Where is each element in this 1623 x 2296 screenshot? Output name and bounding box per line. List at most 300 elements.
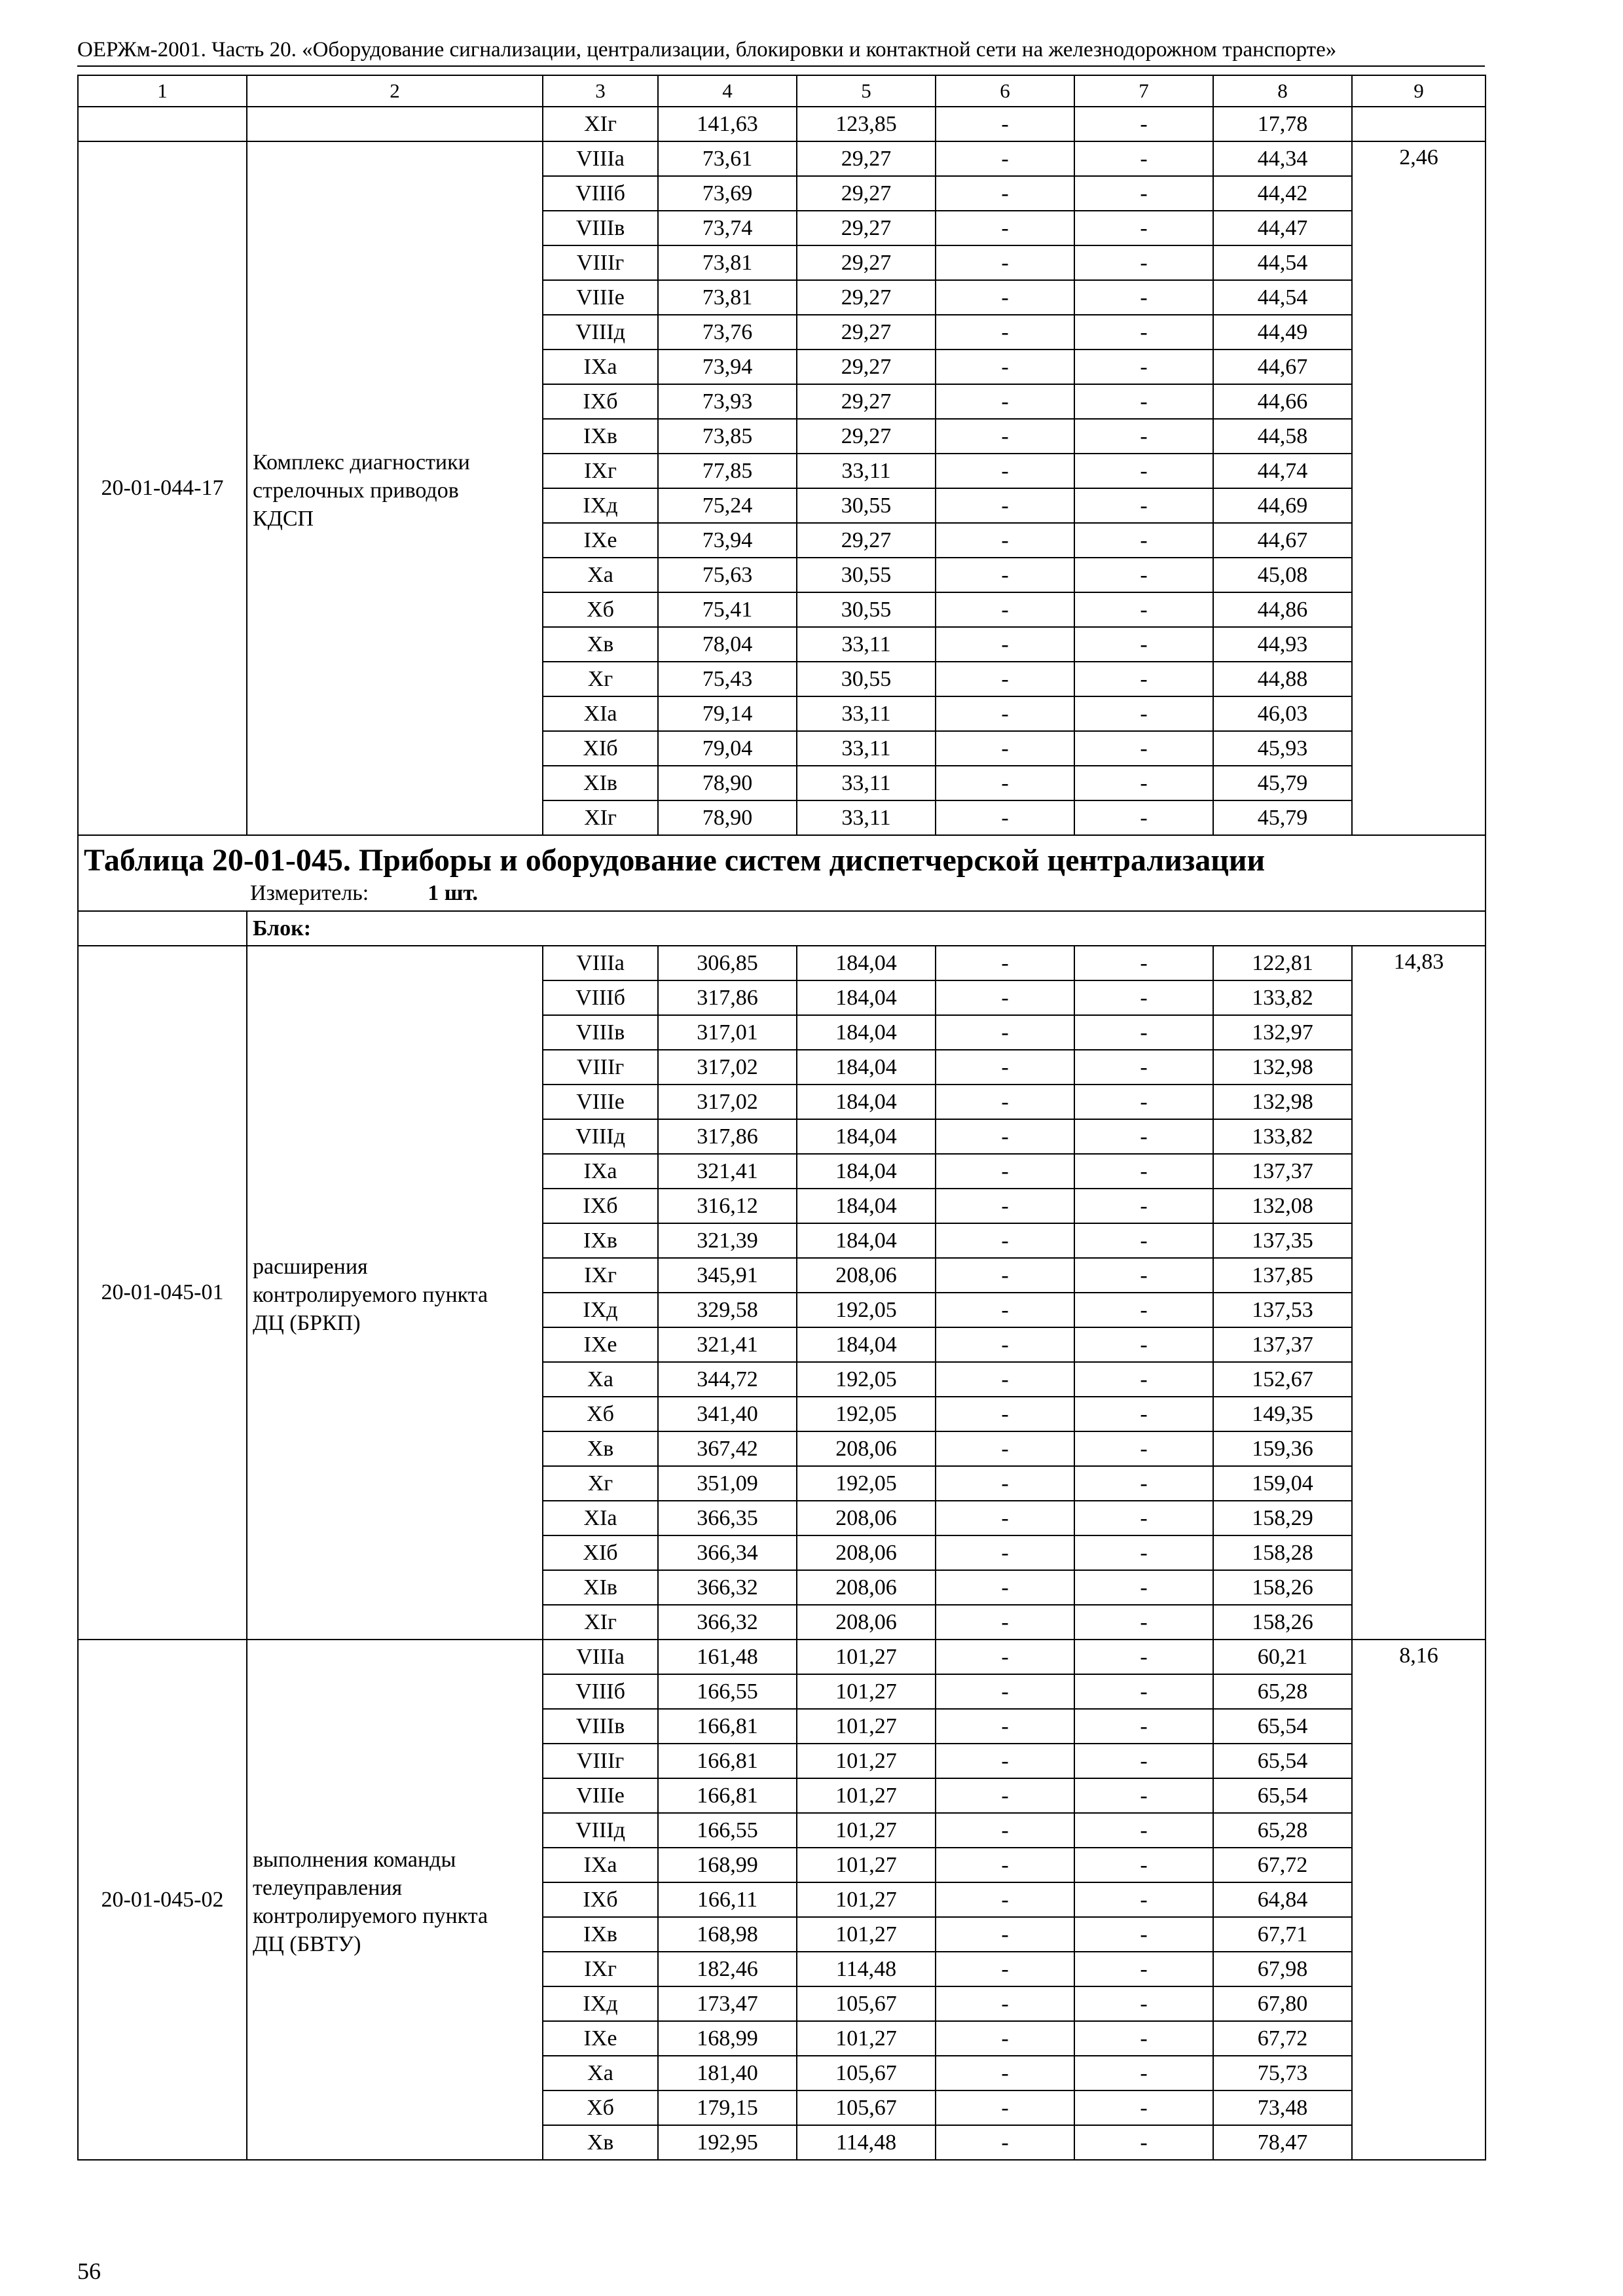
value-cell: -: [936, 1778, 1074, 1813]
value-cell: -: [936, 384, 1074, 419]
value-cell: -: [1074, 627, 1213, 662]
value-cell: -: [1074, 280, 1213, 315]
item-name-line: стрелочных приводов: [253, 478, 459, 503]
value-cell: 33,11: [797, 800, 936, 835]
value-cell: 192,05: [797, 1397, 936, 1431]
value-cell: 101,27: [797, 1882, 936, 1917]
column-number: 8: [1213, 75, 1352, 107]
column-number: 3: [543, 75, 658, 107]
value-cell: 168,99: [658, 1848, 797, 1882]
value-cell: 344,72: [658, 1362, 797, 1397]
value-cell: 73,48: [1213, 2090, 1352, 2125]
value-cell: -: [1074, 696, 1213, 731]
block-row: [78, 911, 1486, 946]
value-cell: -: [1074, 1119, 1213, 1154]
value-cell: -: [936, 2021, 1074, 2056]
value-cell: 173,47: [658, 1986, 797, 2021]
value-cell: -: [936, 211, 1074, 245]
value-cell: -: [1074, 731, 1213, 766]
value-cell: -: [1074, 454, 1213, 488]
value-cell: 137,85: [1213, 1258, 1352, 1293]
value-cell: 29,27: [797, 141, 936, 176]
value-cell: 181,40: [658, 2056, 797, 2090]
value-cell: 33,11: [797, 766, 936, 800]
value-cell: 65,54: [1213, 1778, 1352, 1813]
value-cell: Xг: [543, 1466, 658, 1501]
value-cell: -: [936, 107, 1074, 141]
value-cell: Xг: [543, 662, 658, 696]
value-cell: XIг: [543, 1605, 658, 1640]
value-cell: -: [1074, 211, 1213, 245]
value-cell: 67,71: [1213, 1917, 1352, 1952]
value-cell: 44,86: [1213, 592, 1352, 627]
item-code: 20-01-045-01: [78, 946, 247, 1640]
value-cell: 184,04: [797, 1154, 936, 1189]
value-cell: -: [1074, 107, 1213, 141]
value-cell: VIIIе: [543, 1778, 658, 1813]
value-cell: -: [1074, 1501, 1213, 1535]
running-header: ОЕРЖм-2001. Часть 20. «Оборудование сигнализации, централизации, блокировки и контактной сети на железнодорожном транспорте»: [77, 38, 1337, 62]
value-cell: VIIIд: [543, 1813, 658, 1848]
value-cell: 67,72: [1213, 1848, 1352, 1882]
value-cell: 65,54: [1213, 1709, 1352, 1744]
value-cell: XIг: [543, 800, 658, 835]
item-name-line: расширения: [253, 1254, 368, 1279]
value-cell: 33,11: [797, 454, 936, 488]
value-cell: 44,93: [1213, 627, 1352, 662]
column-9-value: 14,83: [1352, 946, 1486, 1640]
value-cell: -: [936, 1327, 1074, 1362]
value-cell: -: [936, 1986, 1074, 2021]
value-cell: XIа: [543, 696, 658, 731]
value-cell: 366,35: [658, 1501, 797, 1535]
value-cell: 73,85: [658, 419, 797, 454]
value-cell: -: [936, 1744, 1074, 1778]
value-cell: 78,04: [658, 627, 797, 662]
value-cell: -: [936, 766, 1074, 800]
value-cell: Xа: [543, 558, 658, 592]
value-cell: Xб: [543, 1397, 658, 1431]
value-cell: IXг: [543, 454, 658, 488]
value-cell: 152,67: [1213, 1362, 1352, 1397]
value-cell: 166,55: [658, 1674, 797, 1709]
value-cell: -: [936, 627, 1074, 662]
column-number: 1: [78, 75, 247, 107]
value-cell: 45,79: [1213, 766, 1352, 800]
value-cell: IXб: [543, 1189, 658, 1223]
value-cell: 168,99: [658, 2021, 797, 2056]
value-cell: -: [1074, 1189, 1213, 1223]
value-cell: -: [1074, 1015, 1213, 1050]
value-cell: -: [936, 1535, 1074, 1570]
value-cell: XIб: [543, 1535, 658, 1570]
value-cell: 101,27: [797, 1674, 936, 1709]
value-cell: 65,28: [1213, 1813, 1352, 1848]
value-cell: -: [936, 592, 1074, 627]
value-cell: 105,67: [797, 1986, 936, 2021]
value-cell: 30,55: [797, 662, 936, 696]
value-cell: IXд: [543, 488, 658, 523]
value-cell: -: [936, 1258, 1074, 1293]
value-cell: VIIIа: [543, 141, 658, 176]
value-cell: IXв: [543, 419, 658, 454]
value-cell: -: [1074, 141, 1213, 176]
value-cell: -: [1074, 1709, 1213, 1744]
value-cell: 73,94: [658, 523, 797, 558]
section-heading: [78, 835, 1486, 911]
value-cell: 105,67: [797, 2090, 936, 2125]
value-cell: VIIIд: [543, 1119, 658, 1154]
value-cell: 29,27: [797, 176, 936, 211]
item-name-line: выполнения команды: [253, 1847, 456, 1872]
value-cell: 44,88: [1213, 662, 1352, 696]
value-cell: 46,03: [1213, 696, 1352, 731]
value-cell: -: [1074, 1744, 1213, 1778]
value-cell: 65,28: [1213, 1674, 1352, 1709]
value-cell: 184,04: [797, 1189, 936, 1223]
value-cell: VIIIв: [543, 1709, 658, 1744]
value-cell: 132,98: [1213, 1085, 1352, 1119]
value-cell: 101,27: [797, 2021, 936, 2056]
item-name-line: контролируемого пункта: [253, 1903, 488, 1928]
table-row: [78, 946, 1486, 980]
value-cell: 44,69: [1213, 488, 1352, 523]
value-cell: -: [936, 1119, 1074, 1154]
value-cell: 158,28: [1213, 1535, 1352, 1570]
value-cell: 45,79: [1213, 800, 1352, 835]
value-cell: IXе: [543, 2021, 658, 2056]
value-cell: 184,04: [797, 1050, 936, 1085]
value-cell: -: [936, 1189, 1074, 1223]
value-cell: -: [1074, 1397, 1213, 1431]
value-cell: 44,66: [1213, 384, 1352, 419]
value-cell: 73,81: [658, 245, 797, 280]
value-cell: 101,27: [797, 1813, 936, 1848]
value-cell: 161,48: [658, 1640, 797, 1674]
value-cell: -: [936, 1431, 1074, 1466]
item-name-line: ДЦ (БВТУ): [253, 1931, 361, 1956]
value-cell: -: [936, 280, 1074, 315]
value-cell: 75,63: [658, 558, 797, 592]
value-cell: -: [936, 350, 1074, 384]
value-cell: VIIIг: [543, 1744, 658, 1778]
value-cell: 166,81: [658, 1778, 797, 1813]
value-cell: 137,37: [1213, 1327, 1352, 1362]
value-cell: 321,41: [658, 1327, 797, 1362]
value-cell: 79,14: [658, 696, 797, 731]
value-cell: 366,32: [658, 1570, 797, 1605]
block-label: Блок:: [247, 911, 1486, 946]
value-cell: -: [1074, 1813, 1213, 1848]
value-cell: -: [1074, 1535, 1213, 1570]
value-cell: -: [1074, 800, 1213, 835]
value-cell: IXа: [543, 1848, 658, 1882]
value-cell: 366,34: [658, 1535, 797, 1570]
column-number: 6: [936, 75, 1074, 107]
value-cell: -: [936, 1223, 1074, 1258]
value-cell: -: [936, 488, 1074, 523]
rates-table: [77, 75, 1486, 2161]
value-cell: VIIIе: [543, 1085, 658, 1119]
value-cell: -: [1074, 558, 1213, 592]
value-cell: Xб: [543, 592, 658, 627]
header-divider: [77, 65, 1485, 67]
value-cell: 73,69: [658, 176, 797, 211]
value-cell: -: [1074, 1882, 1213, 1917]
value-cell: 192,05: [797, 1293, 936, 1327]
value-cell: -: [1074, 1917, 1213, 1952]
value-cell: -: [936, 662, 1074, 696]
value-cell: -: [936, 1362, 1074, 1397]
value-cell: VIIIа: [543, 1640, 658, 1674]
value-cell: 184,04: [797, 1085, 936, 1119]
measure-line: [84, 879, 1480, 908]
value-cell: IXе: [543, 523, 658, 558]
value-cell: 166,11: [658, 1882, 797, 1917]
value-cell: -: [1074, 523, 1213, 558]
value-cell: -: [936, 731, 1074, 766]
value-cell: 329,58: [658, 1293, 797, 1327]
value-cell: 133,82: [1213, 980, 1352, 1015]
value-cell: 158,29: [1213, 1501, 1352, 1535]
value-cell: 316,12: [658, 1189, 797, 1223]
value-cell: VIIIб: [543, 980, 658, 1015]
value-cell: XIв: [543, 1570, 658, 1605]
column-number: 5: [797, 75, 936, 107]
table-row: [78, 141, 1486, 176]
value-cell: -: [936, 454, 1074, 488]
value-cell: 345,91: [658, 1258, 797, 1293]
value-cell: 33,11: [797, 627, 936, 662]
value-cell: -: [1074, 2056, 1213, 2090]
value-cell: 192,95: [658, 2125, 797, 2160]
value-cell: -: [1074, 766, 1213, 800]
value-cell: IXб: [543, 1882, 658, 1917]
value-cell: 317,86: [658, 980, 797, 1015]
value-cell: -: [936, 1813, 1074, 1848]
value-cell: 208,06: [797, 1258, 936, 1293]
value-cell: Xв: [543, 627, 658, 662]
value-cell: -: [1074, 384, 1213, 419]
value-cell: 44,67: [1213, 350, 1352, 384]
value-cell: 44,74: [1213, 454, 1352, 488]
value-cell: 33,11: [797, 731, 936, 766]
value-cell: -: [1074, 1778, 1213, 1813]
value-cell: 158,26: [1213, 1605, 1352, 1640]
item-name-line: Комплекс диагностики: [253, 450, 470, 475]
value-cell: 67,80: [1213, 1986, 1352, 2021]
value-cell: 101,27: [797, 1917, 936, 1952]
value-cell: -: [936, 419, 1074, 454]
value-cell: 105,67: [797, 2056, 936, 2090]
value-cell: 29,27: [797, 523, 936, 558]
value-cell: 137,53: [1213, 1293, 1352, 1327]
value-cell: -: [936, 1917, 1074, 1952]
value-cell: -: [1074, 592, 1213, 627]
value-cell: 65,54: [1213, 1744, 1352, 1778]
value-cell: 184,04: [797, 1015, 936, 1050]
value-cell: 208,06: [797, 1501, 936, 1535]
value-cell: 29,27: [797, 419, 936, 454]
value-cell: 317,86: [658, 1119, 797, 1154]
value-cell: 29,27: [797, 350, 936, 384]
value-cell: -: [936, 1952, 1074, 1986]
value-cell: -: [1074, 662, 1213, 696]
column-number-row: [78, 75, 1486, 107]
value-cell: -: [1074, 1570, 1213, 1605]
code-cell: [78, 911, 247, 946]
value-cell: 159,36: [1213, 1431, 1352, 1466]
item-name: [247, 141, 543, 835]
value-cell: 44,58: [1213, 419, 1352, 454]
value-cell: Xа: [543, 2056, 658, 2090]
value-cell: 67,72: [1213, 2021, 1352, 2056]
column-number: 7: [1074, 75, 1213, 107]
value-cell: -: [936, 1015, 1074, 1050]
value-cell: 321,41: [658, 1154, 797, 1189]
value-cell: -: [1074, 1674, 1213, 1709]
value-cell: IXб: [543, 384, 658, 419]
value-cell: -: [936, 1501, 1074, 1535]
value-cell: 192,05: [797, 1362, 936, 1397]
value-cell: 341,40: [658, 1397, 797, 1431]
value-cell: 79,04: [658, 731, 797, 766]
value-cell: 29,27: [797, 211, 936, 245]
value-cell: 208,06: [797, 1605, 936, 1640]
value-cell: 133,82: [1213, 1119, 1352, 1154]
value-cell: VIIIв: [543, 1015, 658, 1050]
value-cell: 101,27: [797, 1848, 936, 1882]
value-cell: -: [936, 800, 1074, 835]
table-row: [78, 107, 1486, 141]
value-cell: VIIIб: [543, 176, 658, 211]
value-cell: -: [1074, 1154, 1213, 1189]
value-cell: 317,02: [658, 1050, 797, 1085]
value-cell: -: [1074, 176, 1213, 211]
value-cell: 132,97: [1213, 1015, 1352, 1050]
value-cell: -: [936, 176, 1074, 211]
item-code: 20-01-044-17: [78, 141, 247, 835]
value-cell: -: [1074, 1362, 1213, 1397]
value-cell: 75,43: [658, 662, 797, 696]
value-cell: 141,63: [658, 107, 797, 141]
value-cell: IXа: [543, 350, 658, 384]
value-cell: -: [936, 2125, 1074, 2160]
section-row: [78, 835, 1486, 911]
value-cell: -: [1074, 980, 1213, 1015]
value-cell: IXв: [543, 1223, 658, 1258]
value-cell: Xб: [543, 2090, 658, 2125]
value-cell: VIIIв: [543, 211, 658, 245]
value-cell: -: [936, 1640, 1074, 1674]
value-cell: -: [936, 1570, 1074, 1605]
value-cell: 122,81: [1213, 946, 1352, 980]
value-cell: -: [1074, 1258, 1213, 1293]
value-cell: 184,04: [797, 1327, 936, 1362]
column-9-value: 8,16: [1352, 1640, 1486, 2160]
code-cell: [78, 107, 247, 141]
value-cell: 75,24: [658, 488, 797, 523]
value-cell: -: [1074, 1431, 1213, 1466]
value-cell: 64,84: [1213, 1882, 1352, 1917]
value-cell: 73,61: [658, 141, 797, 176]
value-cell: -: [936, 523, 1074, 558]
value-cell: VIIIе: [543, 280, 658, 315]
value-cell: 30,55: [797, 488, 936, 523]
table-body: [78, 75, 1486, 2160]
item-name-line: КДСП: [253, 506, 314, 531]
value-cell: 33,11: [797, 696, 936, 731]
value-cell: -: [1074, 245, 1213, 280]
value-cell: Xа: [543, 1362, 658, 1397]
value-cell: -: [1074, 946, 1213, 980]
value-cell: -: [1074, 1050, 1213, 1085]
value-cell: -: [1074, 1223, 1213, 1258]
value-cell: -: [936, 980, 1074, 1015]
value-cell: 208,06: [797, 1431, 936, 1466]
value-cell: 45,93: [1213, 731, 1352, 766]
item-name-line: телеуправления: [253, 1875, 403, 1900]
value-cell: 60,21: [1213, 1640, 1352, 1674]
value-cell: 29,27: [797, 280, 936, 315]
value-cell: -: [936, 1397, 1074, 1431]
value-cell: -: [1074, 1085, 1213, 1119]
value-cell: -: [936, 141, 1074, 176]
value-cell: 101,27: [797, 1778, 936, 1813]
value-cell: 208,06: [797, 1535, 936, 1570]
value-cell: 44,54: [1213, 280, 1352, 315]
value-cell: 182,46: [658, 1952, 797, 1986]
value-cell: 321,39: [658, 1223, 797, 1258]
value-cell: XIа: [543, 1501, 658, 1535]
value-cell: 158,26: [1213, 1570, 1352, 1605]
value-cell: 166,55: [658, 1813, 797, 1848]
value-cell: 114,48: [797, 1952, 936, 1986]
value-cell: -: [936, 1605, 1074, 1640]
value-cell: 44,42: [1213, 176, 1352, 211]
value-cell: 132,08: [1213, 1189, 1352, 1223]
value-cell: 184,04: [797, 1119, 936, 1154]
value-cell: 67,98: [1213, 1952, 1352, 1986]
value-cell: -: [1074, 1986, 1213, 2021]
value-cell: -: [1074, 1640, 1213, 1674]
value-cell: -: [936, 946, 1074, 980]
value-cell: 75,73: [1213, 2056, 1352, 2090]
value-cell: -: [936, 1154, 1074, 1189]
value-cell: 73,93: [658, 384, 797, 419]
value-cell: VIIIд: [543, 315, 658, 350]
value-cell: XIб: [543, 731, 658, 766]
value-cell: -: [936, 1293, 1074, 1327]
value-cell: IXв: [543, 1917, 658, 1952]
value-cell: 29,27: [797, 315, 936, 350]
value-cell: IXг: [543, 1258, 658, 1293]
value-cell: VIIIа: [543, 946, 658, 980]
value-cell: -: [936, 1050, 1074, 1085]
value-cell: 137,37: [1213, 1154, 1352, 1189]
value-cell: -: [936, 315, 1074, 350]
value-cell: 73,81: [658, 280, 797, 315]
item-name: [247, 1640, 543, 2160]
value-cell: 166,81: [658, 1744, 797, 1778]
value-cell: IXд: [543, 1986, 658, 2021]
value-cell: 166,81: [658, 1709, 797, 1744]
value-cell: 78,90: [658, 800, 797, 835]
value-cell: Xв: [543, 1431, 658, 1466]
value-cell: 317,01: [658, 1015, 797, 1050]
value-cell: -: [936, 1848, 1074, 1882]
value-cell: -: [936, 1709, 1074, 1744]
